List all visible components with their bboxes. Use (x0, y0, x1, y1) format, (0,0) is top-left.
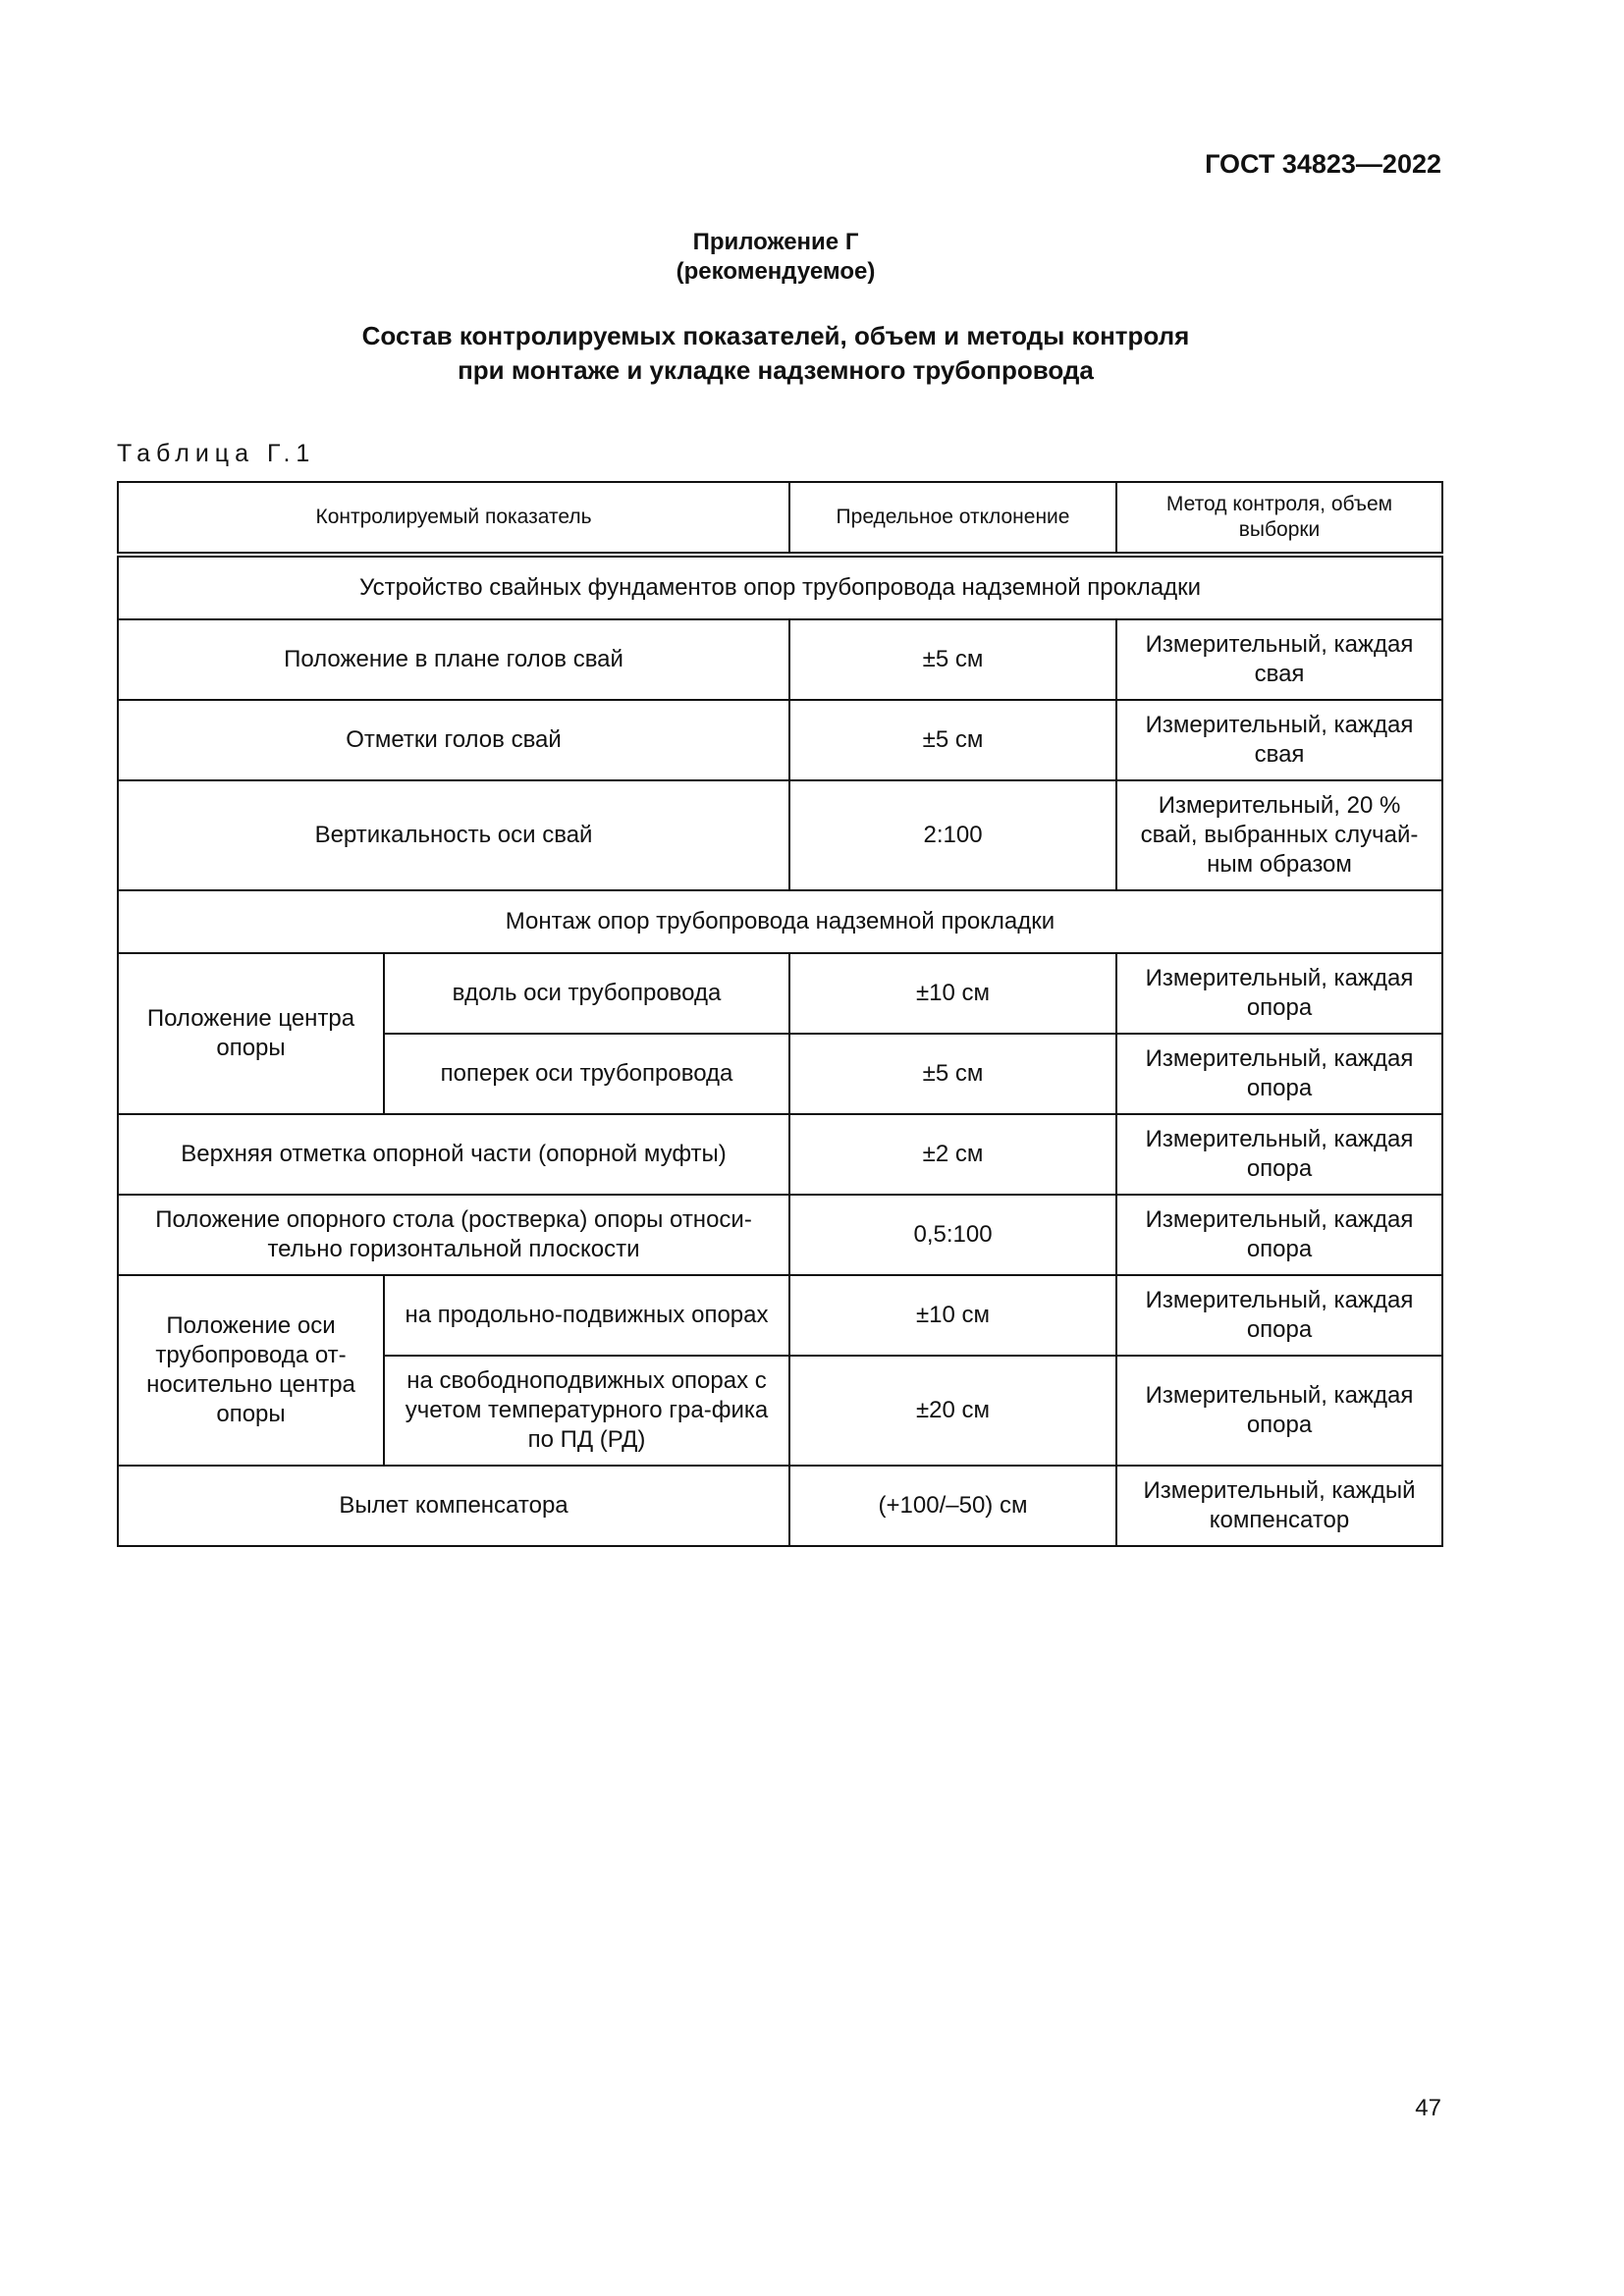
method-cell: Измерительный, каждая опора (1116, 1034, 1442, 1114)
table-row (118, 619, 1442, 700)
appendix-status: (рекомендуемое) (676, 258, 876, 285)
sub-indicator-cell: вдоль оси трубопровода (384, 953, 789, 1034)
method-cell: Измерительный, каждая опора (1116, 1275, 1442, 1356)
header-method: Метод контроля, объем выборки (1116, 482, 1442, 555)
method-cell: Измерительный, каждая опора (1116, 953, 1442, 1034)
indicator-cell: Отметки голов свай (118, 700, 789, 780)
indicator-cell: Положение в плане голов свай (118, 619, 789, 700)
sub-indicator-cell: поперек оси трубопровода (384, 1034, 789, 1114)
deviation-cell: ±20 см (789, 1356, 1116, 1466)
standard-code: ГОСТ 34823—2022 (1205, 149, 1441, 179)
document-title (0, 319, 1551, 388)
section-row (118, 555, 1442, 619)
deviation-cell: (+100/–50) см (789, 1466, 1116, 1546)
table-row (118, 1466, 1442, 1546)
header-indicator: Контролируемый показатель (118, 482, 789, 555)
control-table (117, 481, 1443, 1547)
method-cell: Измерительный, 20 % свай, выбранных случай-ным образом (1116, 780, 1442, 890)
method-cell: Измерительный, каждая опора (1116, 1195, 1442, 1275)
header-deviation: Предельное отклонение (789, 482, 1116, 555)
indicator-cell: Вылет компенсатора (118, 1466, 789, 1546)
section-title: Устройство свайных фундаментов опор трубопровода надземной прокладки (118, 555, 1442, 619)
deviation-cell: ±5 см (789, 619, 1116, 700)
method-cell: Измерительный, каждая свая (1116, 700, 1442, 780)
section-row (118, 890, 1442, 953)
sub-indicator-cell: на свободноподвижных опорах с учетом температурного гра-фика по ПД (РД) (384, 1356, 789, 1466)
deviation-cell: 0,5:100 (789, 1195, 1116, 1275)
deviation-cell: ±10 см (789, 1275, 1116, 1356)
group-indicator-cell: Положение центра опоры (118, 953, 384, 1114)
group-indicator-cell: Положение оси трубопровода от-носительно центра опоры (118, 1275, 384, 1466)
deviation-cell: 2:100 (789, 780, 1116, 890)
indicator-cell: Положение опорного стола (ростверка) опоры относи-тельно горизонтальной плоскости (118, 1195, 789, 1275)
table-row (118, 1195, 1442, 1275)
document-title-line-2: при монтаже и укладке надземного трубопровода (458, 355, 1094, 385)
indicator-cell: Верхняя отметка опорной части (опорной муфты) (118, 1114, 789, 1195)
document-title-line-1: Состав контролируемых показателей, объем и методы контроля (361, 321, 1190, 350)
table-header-row (118, 482, 1442, 555)
indicator-cell: Вертикальность оси свай (118, 780, 789, 890)
deviation-cell: ±5 см (789, 1034, 1116, 1114)
table-row (118, 700, 1442, 780)
table-row (118, 1114, 1442, 1195)
method-cell: Измерительный, каждый компенсатор (1116, 1466, 1442, 1546)
table-label: Таблица Г.1 (117, 440, 316, 467)
appendix-heading (0, 228, 1551, 287)
method-cell: Измерительный, каждая свая (1116, 619, 1442, 700)
method-cell: Измерительный, каждая опора (1116, 1356, 1442, 1466)
appendix-title: Приложение Г (692, 229, 859, 255)
deviation-cell: ±10 см (789, 953, 1116, 1034)
sub-indicator-cell: на продольно-подвижных опорах (384, 1275, 789, 1356)
deviation-cell: ±5 см (789, 700, 1116, 780)
table-row (118, 1275, 1442, 1356)
table-row (118, 953, 1442, 1034)
method-cell: Измерительный, каждая опора (1116, 1114, 1442, 1195)
section-title: Монтаж опор трубопровода надземной прокладки (118, 890, 1442, 953)
page-number: 47 (1415, 2095, 1441, 2121)
table-row (118, 780, 1442, 890)
deviation-cell: ±2 см (789, 1114, 1116, 1195)
